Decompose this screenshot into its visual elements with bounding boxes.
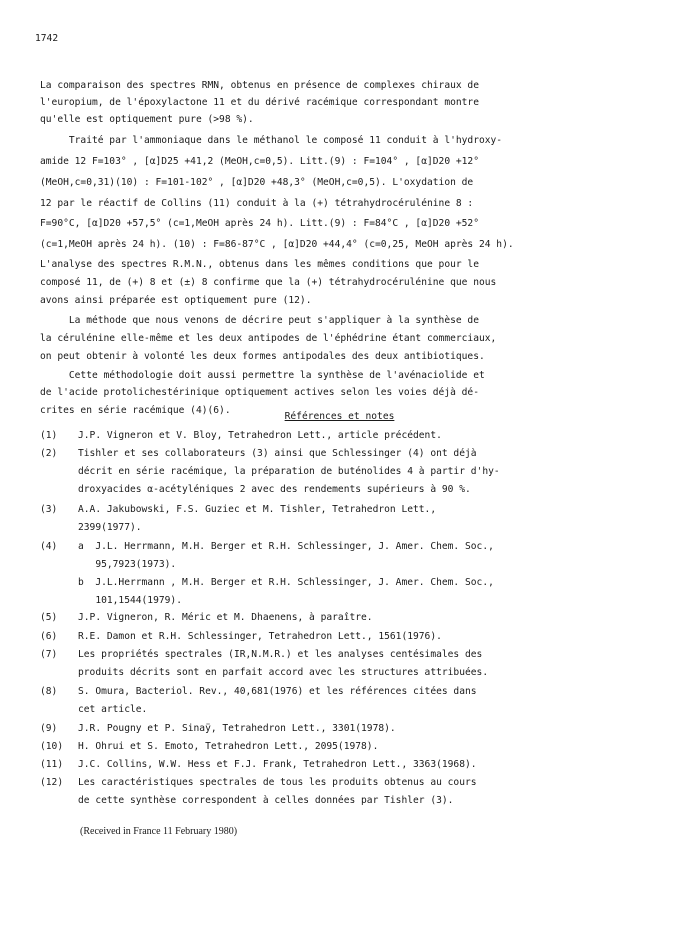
- reference-line: Les propriétés spectrales (IR,N.M.R.) et les analyses centésimales des: [78, 649, 483, 660]
- reference-line: 2399(1977).: [78, 522, 142, 533]
- reference-line: cet article.: [78, 704, 148, 715]
- reference-number: (4): [40, 541, 58, 552]
- reference-line: droxyacides α-acétyléniques 2 avec des rendements supérieurs à 90 %.: [78, 484, 471, 495]
- reference-line: J.P. Vigneron, R. Méric et M. Dhaenens, à paraître.: [78, 612, 373, 623]
- reference-line: S. Omura, Bacteriol. Rev., 40,681(1976) et les références citées dans: [78, 686, 477, 697]
- body-line: avons ainsi préparée est optiquement pure (12).: [40, 295, 312, 306]
- page-number: 1742: [35, 33, 59, 44]
- reference-number: (6): [40, 631, 58, 642]
- reference-number: (12): [40, 777, 64, 788]
- body-line: on peut obtenir à volonté les deux formes antipodales des deux antibiotiques.: [40, 351, 485, 362]
- reference-number: (8): [40, 686, 58, 697]
- reference-number: (1): [40, 430, 58, 441]
- reference-number: (3): [40, 504, 58, 515]
- reference-line: b J.L.Herrmann , M.H. Berger et R.H. Schlessinger, J. Amer. Chem. Soc.,: [78, 577, 494, 588]
- reference-line: J.R. Pougny et P. Sinaÿ, Tetrahedron Lett., 3301(1978).: [78, 723, 396, 734]
- body-line: La comparaison des spectres RMN, obtenus en présence de complexes chiraux de: [40, 80, 479, 91]
- reference-line: Tishler et ses collaborateurs (3) ainsi que Schlessinger (4) ont déjà: [78, 448, 477, 459]
- reference-line: 95,7923(1973).: [78, 559, 177, 570]
- body-line: composé 11, de (+) 8 et (±) 8 confirme que la (+) tétrahydrocérulénine que nous: [40, 277, 497, 288]
- reference-number: (11): [40, 759, 64, 770]
- reference-line: produits décrits sont en parfait accord avec les structures attribuées.: [78, 667, 489, 678]
- body-line: Cette méthodologie doit aussi permettre la synthèse de l'avénaciolide et: [40, 370, 485, 381]
- body-line: Traité par l'ammoniaque dans le méthanol le composé 11 conduit à l'hydroxy-: [40, 135, 503, 146]
- body-line: amide 12 F=103° , [α]D25 +41,2 (MeOH,c=0,5). Litt.(9) : F=104° , [α]D20 +12°: [40, 156, 479, 167]
- reference-line: J.C. Collins, W.W. Hess et F.J. Frank, Tetrahedron Lett., 3363(1968).: [78, 759, 477, 770]
- received-note: (Received in France 11 February 1980): [80, 826, 238, 837]
- body-line: crites en série racémique (4)(6).: [40, 405, 231, 416]
- body-line: l'europium, de l'époxylactone 11 et du dérivé racémique correspondant montre: [40, 97, 479, 108]
- reference-line: A.A. Jakubowski, F.S. Guziec et M. Tishler, Tetrahedron Lett.,: [78, 504, 437, 515]
- reference-line: de cette synthèse correspondent à celles données par Tishler (3).: [78, 795, 454, 806]
- reference-line: décrit en série racémique, la préparation de buténolides 4 à partir d'hy-: [78, 466, 500, 477]
- reference-line: J.P. Vigneron et V. Bloy, Tetrahedron Lett., article précédent.: [78, 430, 442, 441]
- reference-line: Les caractéristiques spectrales de tous les produits obtenus au cours: [78, 777, 477, 788]
- reference-line: a J.L. Herrmann, M.H. Berger et R.H. Schlessinger, J. Amer. Chem. Soc.,: [78, 541, 494, 552]
- reference-number: (5): [40, 612, 58, 623]
- body-line: F=90°C, [α]D20 +57,5° (c=1,MeOH après 24 h). Litt.(9) : F=84°C , [α]D20 +52°: [40, 218, 479, 229]
- body-line: (MeOH,c=0,31)(10) : F=101-102° , [α]D20 +48,3° (MeOH,c=0,5). L'oxydation de: [40, 177, 474, 188]
- body-line: la cérulénine elle-même et les deux antipodes de l'éphédrine étant commerciaux,: [40, 333, 497, 344]
- body-line: L'analyse des spectres R.M.N., obtenus dans les mêmes conditions que pour le: [40, 259, 479, 270]
- body-line: de l'acide protolichestérinique optiquement actives selon les voies déjà dé-: [40, 387, 479, 398]
- reference-number: (9): [40, 723, 58, 734]
- body-line: (c=1,MeOH après 24 h). (10) : F=86-87°C , [α]D20 +44,4° (c=0,25, MeOH après 24 h).: [40, 239, 514, 250]
- reference-number: (10): [40, 741, 64, 752]
- body-line: 12 par le réactif de Collins (11) conduit à la (+) tétrahydrocérulénine 8 :: [40, 198, 474, 209]
- reference-number: (7): [40, 649, 58, 660]
- body-line: La méthode que nous venons de décrire peut s'appliquer à la synthèse de: [40, 315, 479, 326]
- reference-line: H. Ohrui et S. Emoto, Tetrahedron Lett., 2095(1978).: [78, 741, 379, 752]
- reference-line: R.E. Damon et R.H. Schlessinger, Tetrahedron Lett., 1561(1976).: [78, 631, 442, 642]
- reference-line: 101,1544(1979).: [78, 595, 182, 606]
- body-line: qu'elle est optiquement pure (>98 %).: [40, 114, 254, 125]
- reference-number: (2): [40, 448, 58, 459]
- references-heading: Références et notes: [284, 411, 395, 422]
